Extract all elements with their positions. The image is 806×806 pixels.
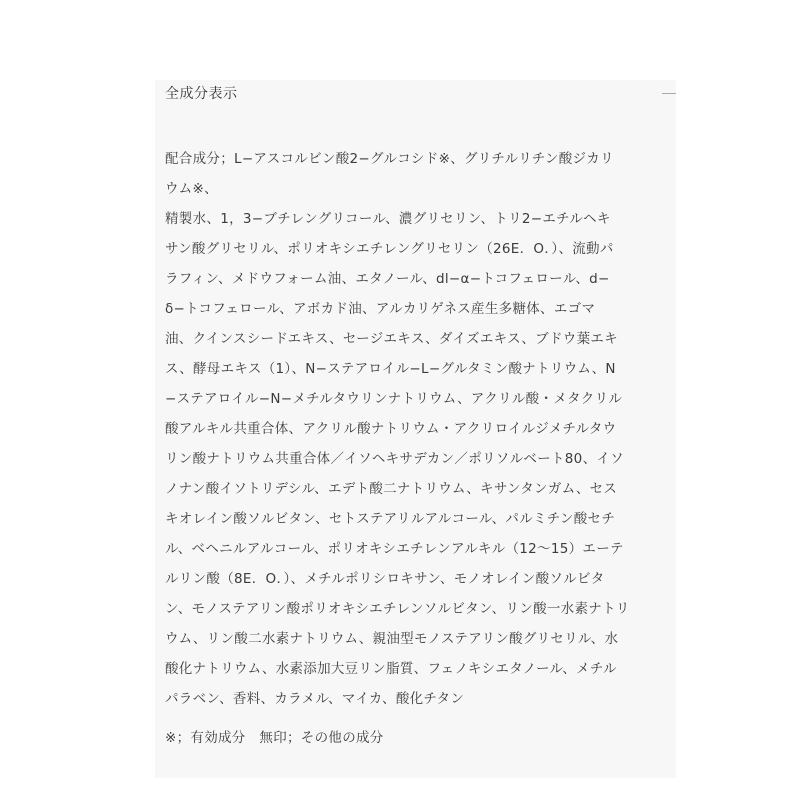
ingredients-line: ン、モノステアリン酸ポリオキシエチレンソルビタン、リン酸一水素ナトリ <box>165 601 630 617</box>
ingredients-line: −ステアロイル−N−メチルタウリンナトリウム、アクリル酸・メタクリル <box>165 391 623 407</box>
ingredients-line: サン酸グリセリル、ポリオキシエチレングリセリン（26E．O．）、流動パ <box>165 241 614 257</box>
ingredients-line: キオレイン酸ソルビタン、セトステアリルアルコール、パルミチン酸セチ <box>165 511 616 527</box>
ingredients-line: ルリン酸（8E．O．）、メチルポリシロキサン、モノオレイン酸ソルビタ <box>165 571 605 587</box>
ingredients-line: 配合成分；L−アスコルビン酸2−グルコシド※、グリチルリチン酸ジカリ <box>165 151 614 167</box>
ingredients-line: 酸化ナトリウム、水素添加大豆リン脂質、フェノキシエタノール、メチル <box>165 661 617 677</box>
ingredients-panel <box>155 80 676 778</box>
ingredients-line: ラフィン、メドウフォーム油、エタノール、dl−α−トコフェロール、d− <box>165 271 610 287</box>
ingredients-line: 精製水、1，3−ブチレングリコール、濃グリセリン、トリ2−エチルヘキ <box>165 211 611 227</box>
ingredients-footnote: ※；有効成分 無印；その他の成分 <box>165 730 384 746</box>
ingredients-line: パラベン、香料、カラメル、マイカ、酸化チタン <box>165 691 465 707</box>
ingredients-line: リン酸ナトリウム共重合体／イソヘキサデカン／ポリソルベート80、イソ <box>165 451 624 467</box>
ingredients-list <box>165 144 675 714</box>
ingredients-line: ウム※、 <box>165 181 218 197</box>
section-header[interactable] <box>165 80 676 108</box>
ingredients-line: 酸アルキル共重合体、アクリル酸ナトリウム・アクリロイルジメチルタウ <box>165 421 617 437</box>
section-title: 全成分表示 <box>165 86 238 102</box>
ingredients-line: ス、酵母エキス（1）、N−ステアロイル−L−グルタミン酸ナトリウム、N <box>165 361 616 377</box>
ingredients-line: δ−トコフェロール、アボカド油、アルカリゲネス産生多糖体、エゴマ <box>165 301 596 317</box>
ingredients-line: ノナン酸イソトリデシル、エデト酸二ナトリウム、キサンタンガム、セス <box>165 481 618 497</box>
ingredients-line: ウム、リン酸二水素ナトリウム、親油型モノステアリン酸グリセリル、水 <box>165 631 619 647</box>
ingredients-line: 油、クインスシードエキス、セージエキス、ダイズエキス、ブドウ葉エキ <box>165 331 618 347</box>
ingredients-line: ル、ベヘニルアルコール、ポリオキシエチレンアルキル（12〜15）エーテ <box>165 541 624 557</box>
minus-icon[interactable] <box>662 88 676 100</box>
